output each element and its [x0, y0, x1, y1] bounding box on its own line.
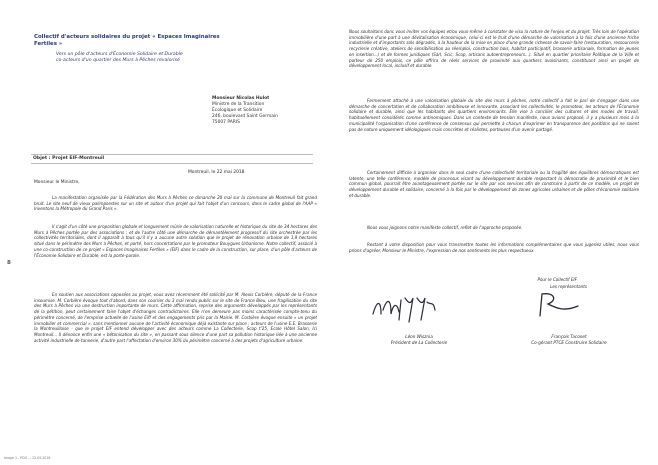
subtitle-line-2: co-acteurs d'un quartier des Murs à Pêches revalorisé — [56, 58, 180, 63]
letter-page-right — [329, 0, 658, 465]
subtitle-line-1: Vers un pôle d'acteurs d'Économie Solidaire et Durable — [56, 52, 183, 57]
letter-object: Objet : Projet EIF-Montreuil — [31, 154, 313, 164]
letter-date: Montreuil, le 22 mai 2018 — [188, 170, 245, 175]
signatory-2-role: Co-gérant PTCE Construire Solidaire — [531, 340, 607, 345]
signature-leon-wisznia — [369, 290, 449, 326]
recipient-line-4: 75007 PARIS — [212, 120, 240, 125]
right-paragraph-1: Nous souhaitons donc vous inviter vos équipes et/ou vous-même à constater de visu la nature de l'enjeu et du projet. Très loin de l'opération immobilière d'une part à une dévitalisation économique, celui-ci est le fruit d'une démarche de valorisation à la fois d'une ancienne friche industrielle et d'importants sols dégradés, à la hauteur de la mise en place d'une grande richesse de savoir-faire (restauration, ressourcerie recyclerie créative, ateliers de sensibilisation au réemploi, construction bois, habitat participatif, brasserie artisanale, formation de jeunes en insertion...) et de formes juridiques (Sàrl, Scic, Scop, artisans autoentrepreneurs...). Situé en quartier prioritaire Politique de la Ville et porteur de 250 emplois, ce pôle offrira de réels services de proximité aux quartiers avoisinants, constituant ainsi un projet de développement local, inclusif et durable. — [349, 29, 639, 69]
right-paragraph-3: Certainement difficile à organiser dans le seul cadre d'une collectivité territoriale ou la fragilité des équilibres démocratiques est latente, une telle conférence, modèle de processus visant au développement durable respectant la démocratie de proximité et le bien commun global, pourrait être avantageusement portée sur le site par vos services afin de construire à partir de ce modèle, un projet de développement durable et solidaire, concerné à la fois par le développement de zones agricoles urbaines et de pôles d'économie solidaire et durable. — [349, 170, 639, 198]
recipient-line-3: 246, boulevard Saint Germain — [212, 114, 278, 119]
signatory-1-name: Léon Wisznia — [405, 334, 433, 339]
left-paragraph-3: En soutien aux associations opposées au projet, vous avez récemment été sollicité par M. Alexis Corbière, député de la France insoumise. M. Corbière évoque tout d'abord, dans son courrier du 3 mai rendu public sur le site de France Bleu, une fragilisation du site des Murs à Pêches via une destruction importante de murs. Cette affirmation, reprise des arguments développés par les représentants de la pétition, peut certainement faire l'objet d'échanges contradictoires. Elle n'en demeure pas moins caractérisée compte-tenu du périmètre concerné, de l'emprise actuelle de l'usine Eiff et des engagements pris par la Mairie. M. Corbière évoque ensuite « un projet immobilier et commercial », sans mentionner aucune de l'activité économique déjà existante sur place : acteurs de l'usine E.E. Brasserie la Montreuilloise - que le projet EIF entend développer avec des acteurs comme La Collecterie, Scop t'25, Ecole Hôtel Salon, Ici Montreuil... Il dénonce enfin une « bétonisation du site », en passant sous silence d'une part sa pollution historique liée à une ancienne activité industrielle de tannerie, d'autre part l'affectation d'environ 30% du périmètre concerné à des projets d'agriculture urbaine. — [34, 292, 317, 343]
left-paragraph-2: Il s'agit d'un côté une proposition globale et longuement mûrie de valorisation naturelle et historique du site de 34 hectares des Murs à Pêches portée par des associations ; et de l'autre côté une démarche de démantèlement progressif du site orchestrée par les collectivités territoriales, dont il apparaît à tous qu'il n'y a aucune autre solution que le projet de rénovation urbaine de 1,9 hectares situé dans le périmètre des Murs à Pêches, et porté, hors concertations par le promoteur Bouygues Urbanisme. Notre collectif, associé à une co-construction de ce projet « Espaces Imaginaires Fertiles » (EIF) dans le cadre de la construction, sur place, d'un pôle d'acteurs de l'Économie Solidaire et Durable, est la porte-parole. — [34, 224, 317, 258]
closing-representatives: Les représentants — [550, 284, 587, 289]
signatory-2-name: François Taconet — [551, 334, 587, 339]
page-footer: Image 1 - PDG ... 22.05.2018 — [4, 456, 51, 460]
right-paragraph-4: Nous vous joignons notre manifeste collectif, reflet de l'approche proposée. — [367, 225, 523, 230]
signatory-1-role: Président de La Collecterie — [390, 340, 448, 345]
salutation: Monsieur le Ministre, — [34, 180, 80, 185]
signature-francois-taconet — [534, 290, 594, 320]
collective-title: Collectif d'acteurs solidaires du projet « Espaces Imaginaires Fertiles » — [34, 34, 220, 47]
margin-mark: 8 — [7, 260, 11, 266]
recipient-name: Monsieur Nicolas Hulot — [212, 96, 270, 101]
left-paragraph-1: La manifestation organisée par la Fédération des Murs à Pêches ce dimanche 20 mai sur la commune de Montreuil fait grand bruit. Le site neuf de vieux palimpsestes sur un site et autour d'un projet qui fait l'objet d'un concours, dans le cadre global de l'AAP « Inventons la Métropole du Grand Paris ». — [34, 195, 317, 212]
recipient-line-2: Écologique et Solidaire — [212, 108, 263, 113]
closing-collective: Pour le Collectif EIF — [537, 277, 577, 282]
right-paragraph-5: Restant à votre disposition pour vous transmettre toutes les informations complémentaires que vous jugeriez utiles, nous vous prions d'agréer, Monsieur le Ministre, l'expression de nos sentiments les plus respectueux. — [349, 242, 639, 253]
right-paragraph-2: Fermement attaché à une valorisation globale du site des murs à pêches, notre collectif a fait le pari de s'engager dans une démarche de concertation et de collaboration ambitieuse et innovante, associant les collectivités, le promoteur, les acteurs de l'Économie solidaire et durable, ainsi que les habitants des quartiers environnants. Elle vise à concilier des cultures et des modes de travail, habituellement considérés comme antinomiques. Dans un contexte de tension manifeste, nous avions proposé, il y a plusieurs mois à la municipalité l'organisation d'une conférence de consensus qui permette à chacun d'exprimer en transparence des positions qui ne soient pas de nature uniquement idéologiques mais concrètes et réalistes, porteuses d'un avenir partagé. — [349, 98, 639, 132]
recipient-line-1: Ministre de la Transition — [212, 102, 265, 107]
